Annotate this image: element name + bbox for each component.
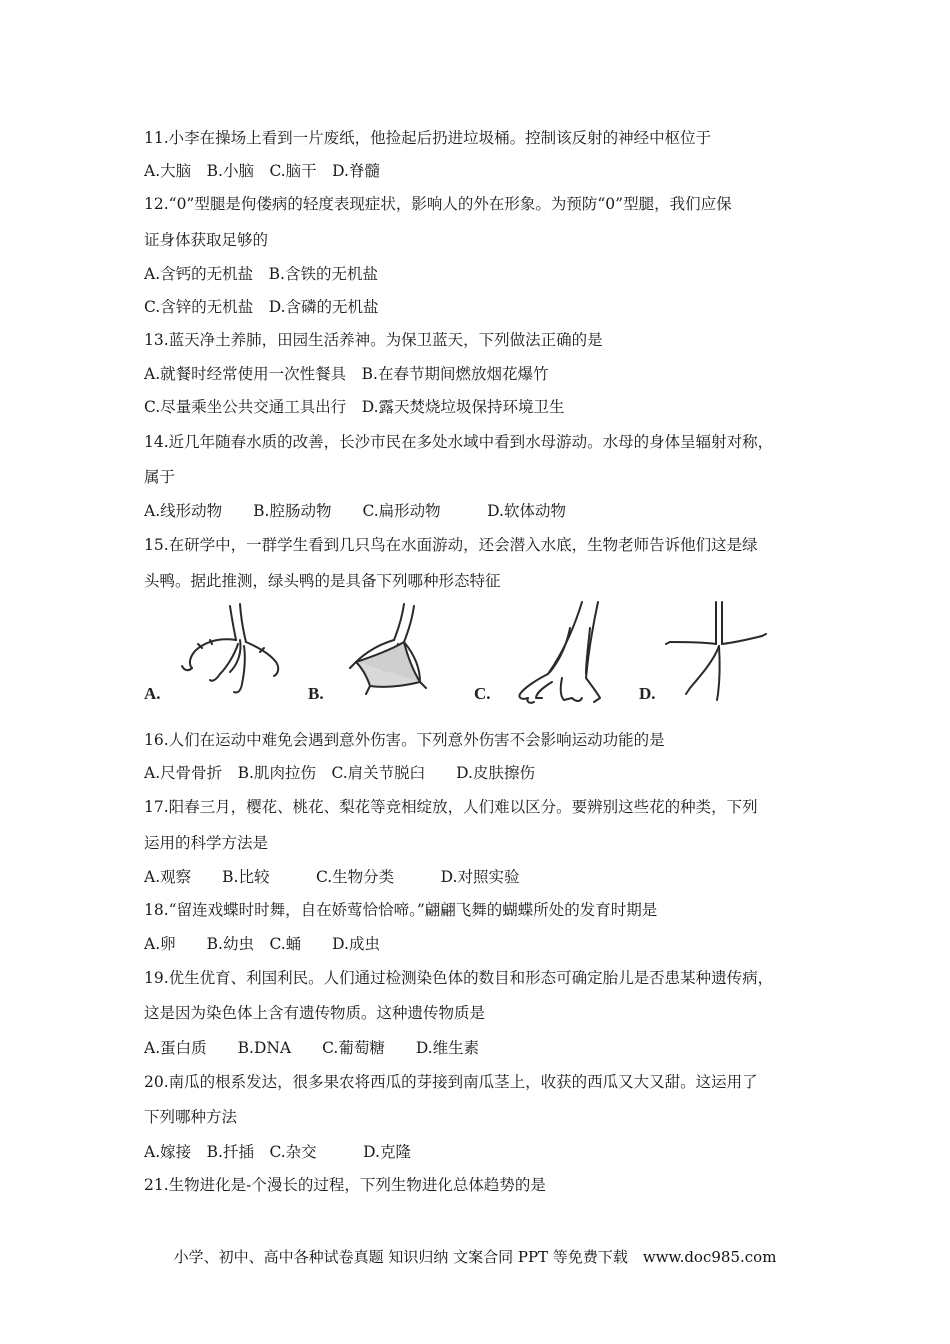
question-14-stem: 14.近几年随春水质的改善，长沙市民在多处水域中看到水母游动。水母的身体呈辐射对称， — [144, 433, 774, 451]
question-11-options: A.大脑 B.小脑 C.脑干 D.脊髓 — [144, 162, 380, 180]
page-footer: 小学、初中、高中各种试卷真题 知识归纳 文案合同 PPT 等免费下载 www.doc985.com — [173, 1248, 777, 1266]
foot-a-talon-drawing — [182, 604, 278, 693]
question-13-options-ab: A.就餐时经常使用一次性餐具 B.在春节期间燃放烟花爆竹 — [144, 365, 549, 383]
question-19-options: A.蛋白质 B.DNA C.葡萄糖 D.维生素 — [144, 1039, 480, 1057]
question-12-stem: 12.“0”型腿是佝偻病的轻度表现症状，影响人的外在形象。为预防“0”型腿，我们应保 — [144, 195, 732, 213]
figure-label-a: A. — [144, 684, 161, 703]
foot-d-thin-toed-drawing — [666, 602, 766, 700]
question-13-options-cd: C.尽量乘坐公共交通工具出行 D.露天焚烧垃圾保持环境卫生 — [144, 398, 565, 416]
question-20-stem: 20.南瓜的根系发达，很多果农将西瓜的芽接到南瓜茎上，收获的西瓜又大又甜。这运用了 — [144, 1073, 758, 1091]
question-17-options: A.观察 B.比较 C.生物分类 D.对照实验 — [144, 868, 520, 886]
question-20-stem-cont: 下列哪种方法 — [144, 1108, 238, 1126]
question-14-options: A.线形动物 B.腔肠动物 C.扁形动物 D.软体动物 — [144, 502, 566, 520]
question-15-stem: 15.在研学中，一群学生看到几只鸟在水面游动，还会潜入水底，生物老师告诉他们这是绿 — [144, 536, 758, 554]
figure-label-b: B. — [308, 684, 324, 703]
question-16-stem: 16.人们在运动中难免会遇到意外伤害。下列意外伤害不会影响运动功能的是 — [144, 731, 665, 749]
question-20-options: A.嫁接 B.扦插 C.杂交 D.克隆 — [144, 1143, 411, 1161]
bird-feet-figure — [142, 598, 770, 710]
question-11-stem: 11.小李在操场上看到一片废纸，他捡起后扔进垃圾桶。控制该反射的神经中枢位于 — [144, 129, 712, 147]
question-21-stem: 21.生物进化是-个漫长的过程，下列生物进化总体趋势的是 — [144, 1176, 546, 1194]
figure-label-c: C. — [474, 684, 491, 703]
question-17-stem: 17.阳春三月，樱花、桃花、梨花等竞相绽放，人们难以区分。要辨别这些花的种类，下列 — [144, 798, 758, 816]
question-18-stem: 18.“留连戏蝶时时舞，自在娇莺恰恰啼。”翩翩飞舞的蝴蝶所处的发育时期是 — [144, 901, 658, 919]
foot-b-webbed-drawing — [350, 604, 426, 694]
question-19-stem: 19.优生优育、利国利民。人们通过检测染色体的数目和形态可确定胎儿是否患某种遗传病， — [144, 969, 774, 987]
question-12-options-ab: A.含钙的无机盐 B.含铁的无机盐 — [144, 265, 378, 283]
question-19-stem-cont: 这是因为染色体上含有遗传物质。这种遗传物质是 — [144, 1004, 486, 1022]
question-16-options: A.尺骨骨折 B.肌肉拉伤 C.肩关节脱臼 D.皮肤擦伤 — [144, 764, 535, 782]
question-12-stem-cont: 证身体获取足够的 — [144, 231, 269, 249]
foot-c-thick-toed-drawing — [519, 602, 600, 703]
question-18-options: A.卵 B.幼虫 C.蛹 D.成虫 — [144, 935, 380, 953]
figure-label-d: D. — [639, 684, 656, 703]
question-17-stem-cont: 运用的科学方法是 — [144, 834, 269, 852]
question-14-stem-cont: 属于 — [144, 468, 176, 486]
question-12-options-cd: C.含锌的无机盐 D.含磷的无机盐 — [144, 298, 379, 316]
question-15-stem-cont: 头鸭。据此推测，绿头鸭的是具备下列哪种形态特征 — [144, 572, 501, 590]
question-13-stem: 13.蓝天净土养肺，田园生活养神。为保卫蓝天，下列做法正确的是 — [144, 331, 603, 349]
